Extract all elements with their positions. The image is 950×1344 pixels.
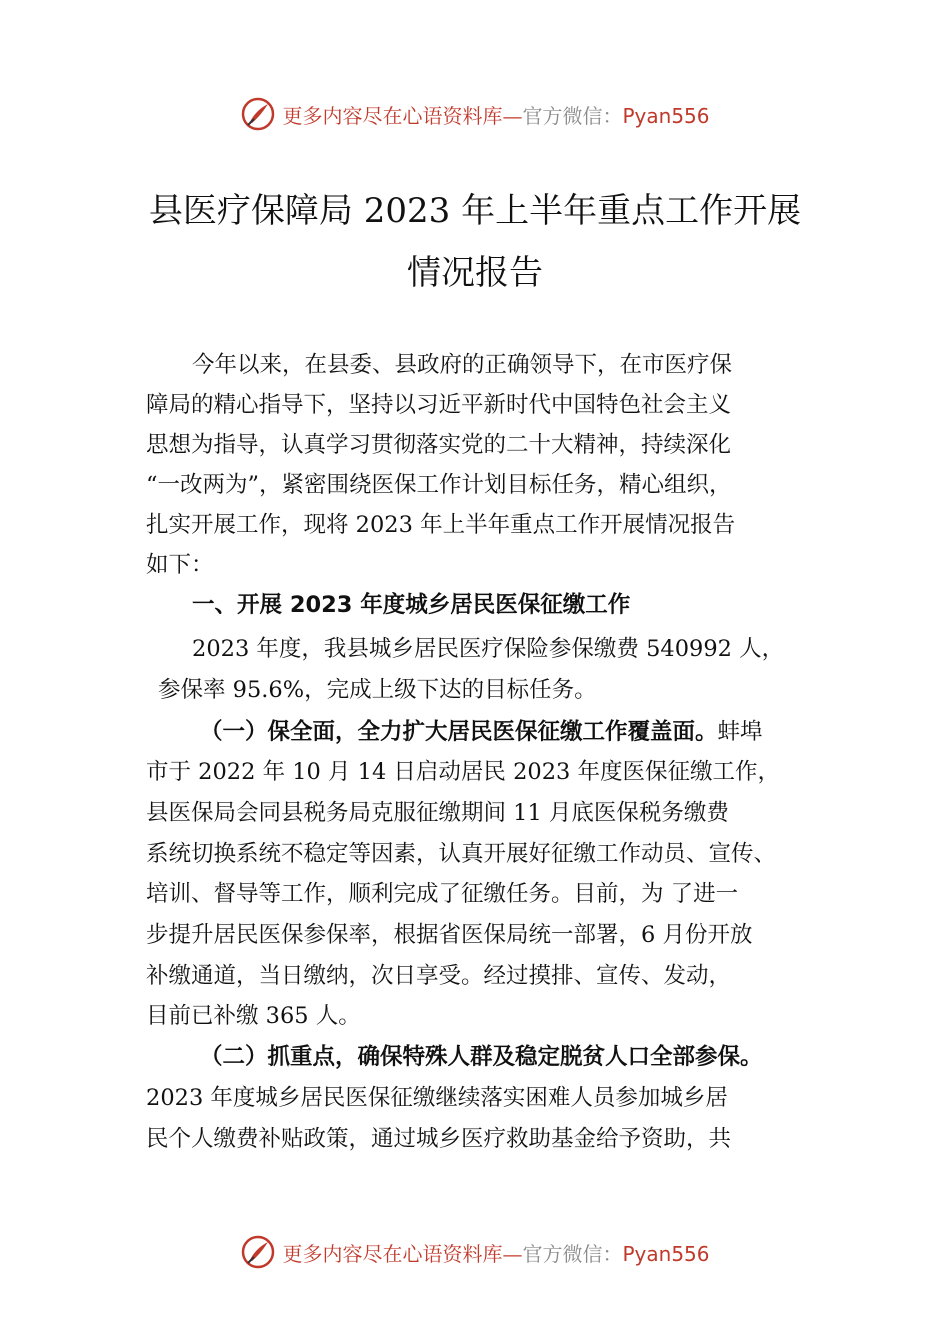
watermark-inner (240, 96, 709, 132)
paragraph-line: 今年以来，在县委、县政府的正确领导下，在市医疗保 (192, 352, 733, 378)
paragraph-line: 目前已补缴 365 人。 (146, 1003, 361, 1029)
watermark-wechat-label: 官方微信： (522, 1241, 623, 1266)
subsection-2-title-text: （二）抓重点，确保特殊人群及稳定脱贫人口全部参保。 (200, 1044, 763, 1070)
paragraph-line: 步提升居民医保参保率，根据省医保局统一部署，6 月份开放 (146, 922, 753, 948)
paragraph-line: 障局的精心指导下，坚持以习近平新时代中国特色社会主义 (146, 392, 732, 418)
document-title-line-2: 情况报告 (407, 253, 543, 293)
section-heading-1: 一、开展 2023 年度城乡居民医保征缴工作 (192, 592, 631, 618)
watermark-text (282, 100, 709, 129)
watermark-wechat-id: Pyan556 (622, 1241, 710, 1266)
watermark-text (282, 1238, 709, 1267)
paragraph-line: 参保率 95.6%，完成上级下达的目标任务。 (158, 677, 597, 703)
paragraph-line: 如下： (146, 552, 214, 578)
watermark-wechat-label: 官方微信： (522, 103, 623, 128)
paragraph-line: 系统切换系统不稳定等因素，认真开展好征缴工作动员、宣传、 (146, 841, 777, 867)
watermark-wechat-id: Pyan556 (622, 103, 710, 128)
quill-logo-icon (240, 96, 276, 132)
paragraph-line: 培训、督导等工作，顺利完成了征缴任务。目前，为 了进一 (146, 881, 739, 907)
paragraph-line: 2023 年度，我县城乡居民医疗保险参保缴费 540992 人， (192, 636, 785, 662)
paragraph-line: “一改两为”，紧密围绕医保工作计划目标任务，精心组织， (146, 472, 732, 498)
subsection-1-line (200, 717, 763, 747)
watermark-site: 更多内容尽在心语资料库— (282, 103, 523, 128)
paragraph-line: 市于 2022 年 10 月 14 日启动居民 2023 年度医保征缴工作， (146, 759, 780, 785)
document-title-line-1: 县医疗保障局 2023 年上半年重点工作开展 (148, 191, 802, 231)
paragraph-line: 2023 年度城乡居民医保征缴继续落实困难人员参加城乡居 (146, 1085, 728, 1111)
subsection-2-title (200, 1042, 763, 1072)
paragraph-line: 县医保局会同县税务局克服征缴期间 11 月底医保税务缴费 (146, 800, 729, 826)
watermark-inner (240, 1234, 709, 1270)
paragraph-line: 思想为指导，认真学习贯彻落实党的二十大精神，持续深化 (146, 432, 732, 458)
subsection-1-title: （一）保全面，全力扩大居民医保征缴工作覆盖面。 (200, 719, 718, 745)
quill-logo-icon (240, 1234, 276, 1270)
watermark-footer (0, 1232, 950, 1272)
paragraph-line: 民个人缴费补贴政策，通过城乡医疗救助基金给予资助，共 (146, 1126, 732, 1152)
paragraph-line: 扎实开展工作，现将 2023 年上半年重点工作开展情况报告 (146, 512, 736, 538)
watermark-site: 更多内容尽在心语资料库— (282, 1241, 523, 1266)
paragraph-line: 补缴通道，当日缴纳，次日享受。经过摸排、宣传、发动， (146, 963, 732, 989)
watermark-header (0, 94, 950, 134)
subsection-1-rest: 蚌埠 (717, 719, 763, 745)
